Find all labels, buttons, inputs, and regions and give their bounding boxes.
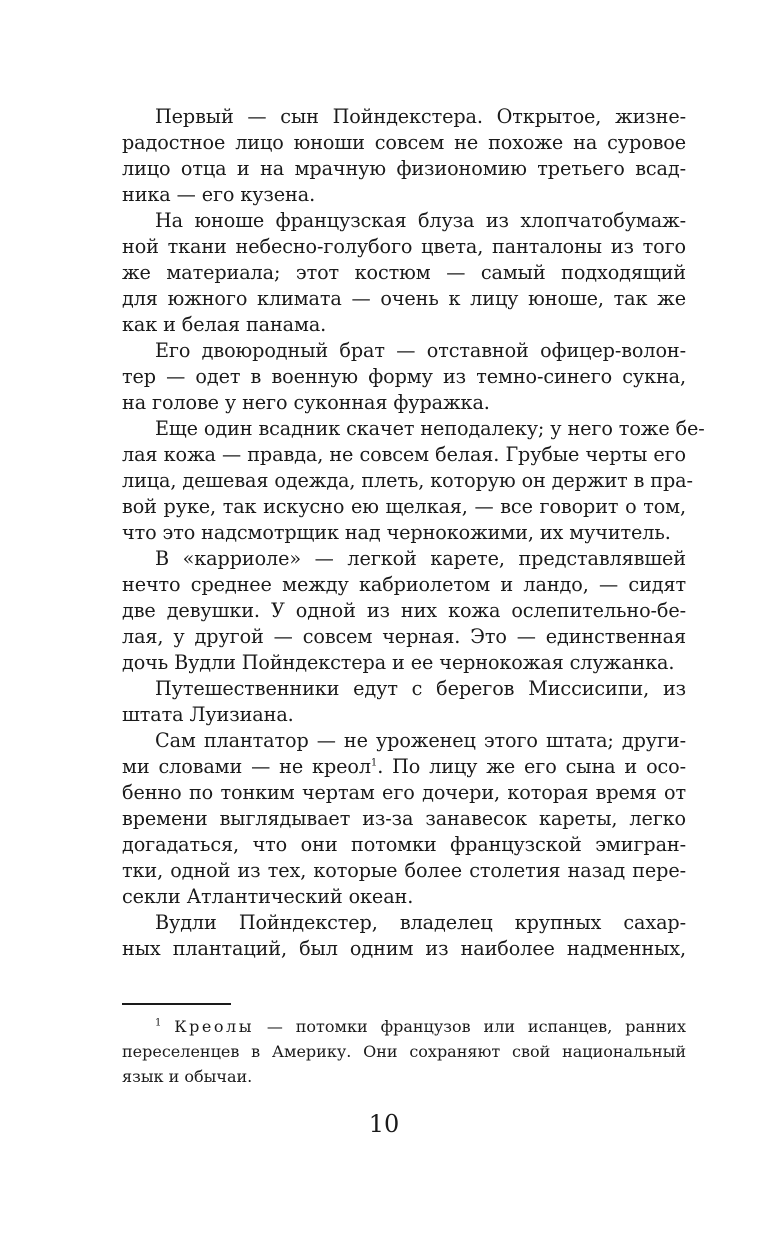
text-line: Сам плантатор — не уроженец этого штата; други- [155, 729, 686, 752]
text-line: ной ткани небесно-голубого цвета, панталоны из того [122, 235, 686, 258]
text-line: ника — его кузена. [122, 183, 316, 206]
text-line: как и белая панама. [122, 313, 327, 336]
footnote [122, 1014, 686, 1089]
text-line: Еще один всадник скачет неподалеку; у него тоже бе- [155, 417, 705, 440]
text-line: лицо отца и на мрачную физиономию третьего всад- [122, 157, 686, 180]
text-line: лица, дешевая одежда, плеть, которую он держит в пра- [122, 469, 693, 492]
text-line: что это надсмотрщик над чернокожими, их мучитель. [122, 521, 671, 544]
text-line: времени выглядывает из-за занавесок кареты, легко [122, 807, 686, 830]
text-line: Первый — сын Пойндекстера. Открытое, жизне- [155, 105, 686, 128]
text-line: радостное лицо юноши совсем не похоже на суровое [122, 131, 686, 154]
text-line: В «карриоле» — легкой карете, представлявшей [155, 547, 686, 570]
text-line: Его двоюродный брат — отставной офицер-волон- [155, 339, 686, 362]
footnote-ref[interactable]: 1 [370, 757, 378, 769]
text-line: лая кожа — правда, не совсем белая. Грубые черты его [122, 443, 686, 466]
text-line: Вудли Пойндекстер, владелец крупных сахар- [155, 911, 686, 934]
text-line: штата Луизиана. [122, 703, 294, 726]
footnote-text: — потомки французов или испанцев, ранних [253, 1017, 686, 1036]
footnote-line [122, 1014, 686, 1039]
text-line: на голове у него суконная фуражка. [122, 391, 490, 414]
text-line: для южного климата — очень к лицу юноше, так же [122, 287, 686, 310]
text-line: тки, одной из тех, которые более столетия назад пере- [122, 859, 686, 882]
text-line: вой руке, так искусно ею щелкая, — все говорит о том, [122, 495, 686, 518]
page-number: 10 [368, 1110, 400, 1138]
text-fragment: енно по тонким чертам его дочери, которая время от [133, 781, 686, 804]
footnote-term: Креолы [174, 1017, 254, 1036]
text-line: Путешественники едут с берегов Миссисипи, из [155, 677, 686, 700]
footnote-divider [122, 1003, 231, 1005]
main-text [122, 104, 705, 962]
footnote-line: переселенцев в Америку. Они сохраняют свой национальный [122, 1042, 686, 1061]
text-line: же материала; этот костюм — самый подходящий [122, 261, 686, 284]
footnote-line: язык и обычаи. [122, 1067, 253, 1086]
text-line: лая, у другой — совсем черная. Это — единственная [122, 625, 686, 648]
footnote-marker: 1 [155, 1017, 162, 1029]
text-line: две девушки. У одной из них кожа ослепительно-бе- [122, 599, 686, 622]
text-line: нечто среднее между кабриолетом и ландо, — сидят [122, 573, 686, 596]
text-line-with-note [122, 754, 686, 780]
text-line: дочь Вудли Пойндекстера и ее чернокожая служанка. [122, 651, 675, 674]
text-fragment: б [122, 781, 134, 804]
text-line: тер — одет в военную форму из темно-синего сукна, [122, 365, 686, 388]
text-line: ных плантаций, был одним из наиболее надменных, [122, 937, 686, 960]
text-fragment: . По лицу же его сына и осо- [377, 755, 686, 778]
text-line: На юноше французская блуза из хлопчатобумаж- [155, 209, 686, 232]
text-line: догадаться, что они потомки французской эмигран- [122, 833, 686, 856]
text-fragment: ми словами — не креол [122, 755, 371, 778]
text-line [122, 780, 686, 806]
text-line: секли Атлантический океан. [122, 885, 414, 908]
